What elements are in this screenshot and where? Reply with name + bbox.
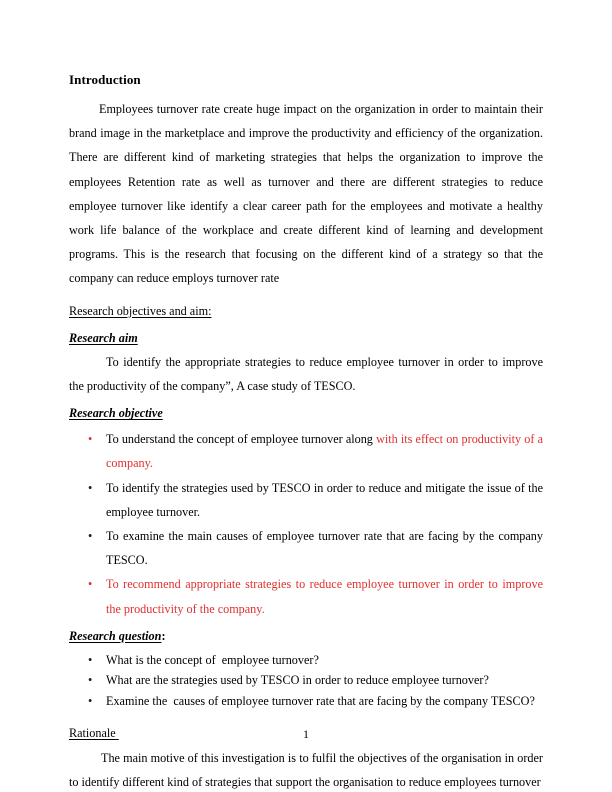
section-heading-objectives-and-aim: Research objectives and aim: <box>69 303 212 318</box>
bullet-icon: • <box>88 673 93 688</box>
bullet-icon: • <box>88 652 93 667</box>
list-item <box>69 572 543 620</box>
objective-text-black: To understand the concept of employee turnover along <box>106 432 377 447</box>
list-item <box>69 524 543 572</box>
bullet-icon: • <box>88 693 93 708</box>
list-item <box>69 670 543 691</box>
research-aim-label: Research aim <box>69 330 138 345</box>
research-aim-text: To identify the appropriate strategies to reduce employee turnover in order to improve the productivity of the company”, A case study of TESCO. <box>69 354 543 394</box>
bullet-icon: • <box>88 529 93 544</box>
objective-text-black: To examine the main causes of employee turnover rate that are facing by the company TESCO. <box>106 529 543 568</box>
list-item <box>69 691 543 712</box>
rationale-label: Rationale <box>69 726 116 741</box>
research-objective-label: Research objective <box>69 406 163 421</box>
objective-text-red: with its effect on productivity of a company. <box>106 432 543 471</box>
section-heading-research-aim <box>69 327 543 350</box>
page-title: Introduction <box>69 72 141 87</box>
question-text: Examine the causes of employee turnover rate that are facing by the company TESCO? <box>106 693 535 708</box>
page-content <box>69 72 543 792</box>
section-heading-research-question <box>69 625 543 648</box>
research-questions-list <box>69 650 543 712</box>
bullet-icon: • <box>88 432 93 447</box>
research-question-label: Research question <box>69 628 162 643</box>
question-text: What are the strategies used by TESCO in order to reduce employee turnover? <box>106 673 489 688</box>
bullet-icon: • <box>88 480 93 495</box>
intro-paragraph: Employees turnover rate create huge impact on the organization in order to maintain their brand image in the marketplace and improve the productivity and efficiency of the organization. There are different kind of marketing strategies that helps the organization to improve the employees Retention rate as well as turnover and there are different strategies to reduce employee turnover like identify a clear career path for the employees and motivate a healthy work life balance of the workplace and create different kind of learning and development programs. This is the research that focusing on the different kind of a strategy so that the company can reduce employs turnover rate <box>69 102 543 286</box>
list-item <box>69 476 543 524</box>
list-item <box>69 650 543 671</box>
objective-text-red: To recommend appropriate strategies to reduce employee turnover in order to improve the productivity of the company. <box>106 577 543 616</box>
section-heading-research-objective <box>69 402 543 425</box>
bullet-icon: • <box>88 577 93 592</box>
research-question-colon: : <box>161 628 166 643</box>
objective-text-black: To identify the strategies used by TESCO in order to reduce and mitigate the issue of the employee turnover. <box>106 480 543 519</box>
research-objectives-list <box>69 427 543 621</box>
rationale-paragraph: The main motive of this investigation is to fulfil the objectives of the organisation in order to identify different kind of strategies that support the organisation to reduce employees turnover <box>69 750 543 789</box>
list-item <box>69 427 543 475</box>
question-text: What is the concept of employee turnover? <box>106 652 319 667</box>
page-number: 1 <box>303 727 309 741</box>
